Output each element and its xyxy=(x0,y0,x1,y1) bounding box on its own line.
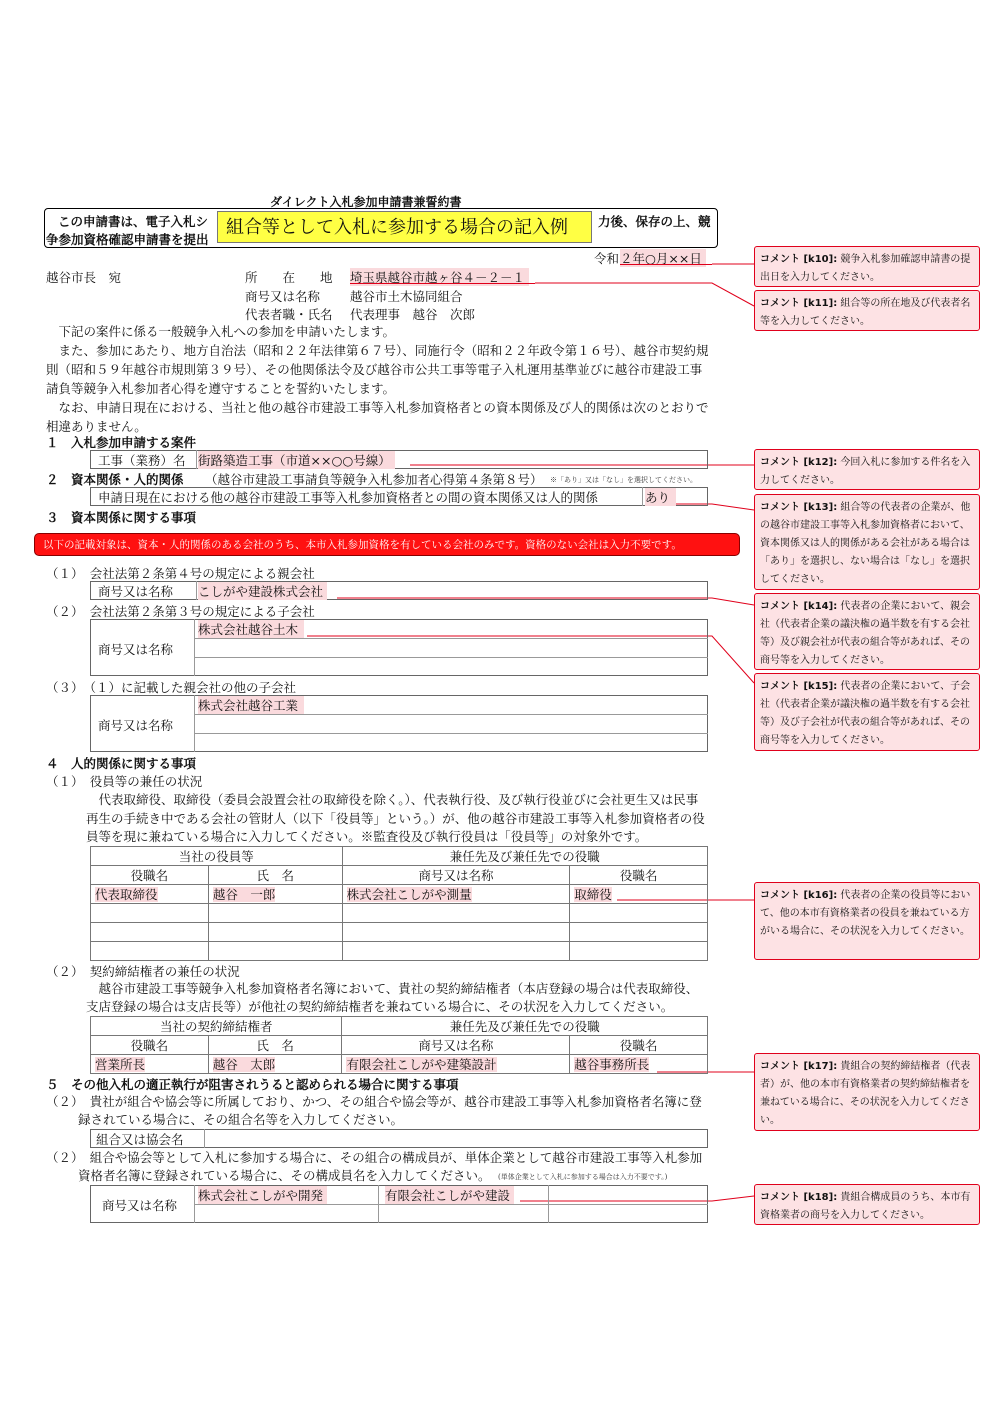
section-3-2-heading: （２） 会社法第２条第３号の規定による子会社 xyxy=(46,604,315,619)
subsidiary-box xyxy=(90,619,708,676)
comment-k13[interactable] xyxy=(754,494,980,590)
table-cell[interactable] xyxy=(208,885,342,904)
comment-text: 今回入札に参加する件名を入力してください。 xyxy=(760,457,971,486)
section-2-note: （越谷市建設工事請負等競争入札参加者心得第４条第８号） xyxy=(205,472,543,487)
officer-table xyxy=(90,846,708,961)
s4-2-text-2: 支店登録の場合は支店長等）が他社の契約締結権者を兼ねている場合に、その状況を入力してください。 xyxy=(86,999,674,1014)
comment-text: 代表者の企業において、子会社（代表者企業が議決権の過半数を有する会社等）及び子会社が代表の組合等があれば、その商号等を入力してください。 xyxy=(760,681,971,746)
table-cell[interactable] xyxy=(342,904,570,923)
comment-text: 代表者の企業の役員等において、他の本市有資格業者の役員を兼ねている方がいる場合に、その状況を入力してください。 xyxy=(760,890,971,937)
section-4-1-heading: （１） 役員等の兼任の状況 xyxy=(46,774,203,789)
parent-company-box xyxy=(90,581,708,600)
table-cell[interactable] xyxy=(91,1055,209,1074)
cell-value: 有限会社こしがや建築設計 xyxy=(346,1057,497,1072)
s5-1-text-1: （２） 貴社が組合や協会等に所属しており、かつ、その組合や協会等が、越谷市建設工事等入札参加資格者名簿に登 xyxy=(46,1094,702,1109)
comment-text: 貴組合構成員のうち、本市有資格業者の商号を入力してください。 xyxy=(760,1192,971,1221)
cell-value: 取締役 xyxy=(574,887,612,902)
address-field[interactable]: 埼玉県越谷市越ヶ谷４－２－１ xyxy=(350,268,529,286)
comment-k12[interactable] xyxy=(754,449,980,490)
col-header: 役職名 xyxy=(570,1036,708,1055)
table-row xyxy=(91,885,708,904)
other-subsidiary-box xyxy=(90,695,708,752)
col-header: 役職名 xyxy=(91,866,209,885)
col-header: 役職名 xyxy=(91,1036,209,1055)
table-row xyxy=(91,923,708,942)
relation-select[interactable]: あり xyxy=(645,488,676,506)
comment-text: 貴組合の契約締結権者（代表者）が、他の本市有資格業者の契約締結権者を兼ねている場合に、その状況を入力してください。 xyxy=(760,1061,971,1126)
member-label: 商号又は名称 xyxy=(102,1198,178,1213)
subsidiary-field-1[interactable]: 株式会社越谷土木 xyxy=(198,620,304,638)
comment-tag: コメント [k12]: xyxy=(760,457,838,468)
table-cell[interactable] xyxy=(570,885,708,904)
s5-2-text-1: （２） 組合や協会等として入札に参加する場合に、その組合の構成員が、単体企業として越谷市建設工事等入札参加 xyxy=(46,1150,703,1165)
intro-line-4: 請負等競争入札参加者心得を遵守することを誓約いたします。 xyxy=(46,381,396,396)
comment-text: 組合等の所在地及び代表者名等を入力してください。 xyxy=(760,298,971,327)
other-subsidiary-label: 商号又は名称 xyxy=(98,718,174,733)
table-cell[interactable] xyxy=(570,923,708,942)
notice-text-1b: 力後、保存の上、競 xyxy=(598,214,711,229)
s5-2-text-2: 資格者名簿に登録されている場合に、その構成員名を入力してください。 xyxy=(78,1168,491,1183)
table-row xyxy=(91,904,708,923)
representative-label: 代表者職・氏名 xyxy=(245,307,333,322)
table-header-left: 当社の役員等 xyxy=(91,847,343,866)
table-cell[interactable] xyxy=(570,904,708,923)
s4-1-text-2: 再生の手続き中である会社の管財人（以下「役員等」という。）が、他の越谷市建設工事等入札参加資格者の役 xyxy=(86,811,705,826)
section-3-3-heading: （３） （１）に記載した親会社の他の子会社 xyxy=(46,680,297,695)
comment-tag: コメント [k16]: xyxy=(760,890,838,901)
table-cell[interactable] xyxy=(570,1055,708,1074)
parent-company-label: 商号又は名称 xyxy=(98,584,174,599)
comment-tag: コメント [k18]: xyxy=(760,1192,838,1203)
table-cell[interactable] xyxy=(91,923,209,942)
col-header: 氏 名 xyxy=(208,866,342,885)
intro-line-3: 則（昭和５９年越谷市規則第３９号）、その他関係法令及び越谷市公共工事等電子入札運用基準並びに越谷市建設工事 xyxy=(46,362,703,377)
cell-value: 越谷事務所長 xyxy=(574,1057,650,1072)
table-cell[interactable] xyxy=(570,942,708,961)
col-header: 商号又は名称 xyxy=(342,866,570,885)
cell-value: 越谷 一郎 xyxy=(212,887,276,902)
cell-value: 株式会社こしがや測量 xyxy=(346,887,472,902)
comment-text: 代表者の企業において、親会社（代表者企業の議決権の過半数を有する会社等）及び親会社が代表の組合等があれば、その商号等を入力してください。 xyxy=(760,601,971,666)
s4-1-text-1: 代表取締役、取締役（委員会設置会社の取締役を除く。）、代表執行役、及び執行役並びに会社更生又は民事 xyxy=(86,792,699,807)
intro-line-5: なお、申請日現在における、当社と他の越谷市建設工事等入札参加資格者との資本関係及び人的関係は次のとおりで xyxy=(46,400,709,415)
s5-2-small-note: (単体企業として入札に参加する場合は入力不要です。) xyxy=(498,1173,668,1181)
association-label: 組合又は協会名 xyxy=(96,1132,184,1147)
section-5-heading: ５ その他入札の適正執行が阻害されうると認められる場合に関する事項 xyxy=(46,1077,459,1092)
member-field-2[interactable]: 有限会社こしがや建設 xyxy=(385,1186,514,1204)
notice-text-2: 争参加資格確認申請書を提出 xyxy=(46,232,209,247)
other-subsidiary-field-1[interactable]: 株式会社越谷工業 xyxy=(198,696,304,714)
section-1-heading: １ 入札参加申請する案件 xyxy=(46,435,197,450)
section-3-1-heading: （１） 会社法第２条第４号の規定による親会社 xyxy=(46,566,315,581)
table-row xyxy=(91,1036,708,1055)
comment-k14[interactable] xyxy=(754,593,980,670)
member-field-1[interactable]: 株式会社こしがや開発 xyxy=(198,1186,327,1204)
representative-field[interactable]: 代表理事 越谷 次郎 xyxy=(350,307,476,322)
section-4-2-heading: （２） 契約締結権者の兼任の状況 xyxy=(46,964,240,979)
table-cell[interactable] xyxy=(342,942,570,961)
company-field[interactable]: 越谷市土木協同組合 xyxy=(350,289,463,304)
s4-1-text-3: 員等を現に兼ねている場合に入力してください。※監査役及び執行役員は「役員等」の対象外です。 xyxy=(86,829,648,844)
col-header: 商号又は名称 xyxy=(342,1036,570,1055)
table-header-right: 兼任先及び兼任先での役職 xyxy=(342,1017,708,1036)
comment-k11[interactable] xyxy=(754,290,980,331)
comment-text: 組合等の代表者の企業が、他の越谷市建設工事等入札参加資格者において、資本関係又は人的関係がある会社がある場合は「あり」を選択し、ない場合は「なし」を選択してください。 xyxy=(760,502,971,585)
comment-k18[interactable] xyxy=(754,1184,980,1225)
table-cell[interactable] xyxy=(208,1055,342,1074)
warning-banner: 以下の記載対象は、資本・人的関係のある会社のうち、本市入札参加資格を有している会社のみです。資格のない会社は入力不要です。 xyxy=(34,533,740,556)
comment-tag: コメント [k13]: xyxy=(760,502,838,513)
contract-signer-table xyxy=(90,1016,708,1074)
intro-line-6: 相違ありません。 xyxy=(46,419,147,434)
document-title: ダイレクト入札参加申請書兼誓約書 xyxy=(270,195,462,209)
table-cell[interactable] xyxy=(91,904,209,923)
comment-tag: コメント [k17]: xyxy=(760,1061,838,1072)
subsidiary-label: 商号又は名称 xyxy=(98,642,174,657)
cell-value: 営業所長 xyxy=(95,1057,146,1072)
comment-tag: コメント [k10]: xyxy=(760,254,838,265)
table-row xyxy=(91,847,708,866)
section-2-small-note: ※「あり」又は「なし」を選択してください。 xyxy=(550,476,697,484)
table-cell[interactable] xyxy=(91,942,209,961)
table-cell[interactable] xyxy=(208,923,342,942)
s5-1-text-2: 録されている場合に、その組合名等を入力してください。 xyxy=(78,1112,404,1127)
table-cell[interactable] xyxy=(342,1055,570,1074)
relation-label: 申請日現在における他の越谷市建設工事等入札参加資格者との間の資本関係又は人的関係 xyxy=(98,490,599,505)
company-label: 商号又は名称 xyxy=(245,289,321,304)
parent-company-field[interactable]: こしがや建設株式会社 xyxy=(198,582,327,600)
table-cell[interactable] xyxy=(91,885,209,904)
table-cell[interactable] xyxy=(208,942,342,961)
table-cell[interactable] xyxy=(342,885,570,904)
comment-tag: コメント [k14]: xyxy=(760,601,838,612)
comment-k10[interactable] xyxy=(754,246,980,287)
table-row xyxy=(91,1017,708,1036)
comment-tag: コメント [k11]: xyxy=(760,298,838,309)
example-banner: 組合等として入札に参加する場合の記入例 xyxy=(217,211,592,243)
col-header: 氏 名 xyxy=(208,1036,342,1055)
comment-text: 競争入札参加確認申請書の提出日を入力してください。 xyxy=(760,254,971,283)
date-prefix: 令和 xyxy=(594,251,620,266)
notice-text-1: この申請書は、電子入札シ xyxy=(58,214,209,229)
table-cell[interactable] xyxy=(208,904,342,923)
project-name-label: 工事（業務）名 xyxy=(98,453,186,468)
table-header-left: 当社の契約締結権者 xyxy=(91,1017,342,1036)
comment-k17[interactable] xyxy=(754,1053,980,1131)
intro-line-2: また、参加にあたり、地方自治法（昭和２２年法律第６７号）、同施行令（昭和２２年政令第１６号）、越谷市契約規 xyxy=(46,343,709,358)
cell-value: 越谷 太郎 xyxy=(212,1057,276,1072)
col-header: 役職名 xyxy=(570,866,708,885)
table-row xyxy=(91,1055,708,1074)
date-field[interactable]: ２年○月××日 xyxy=(620,249,706,267)
comment-k15[interactable] xyxy=(754,673,980,751)
table-cell[interactable] xyxy=(342,923,570,942)
addressee: 越谷市長 宛 xyxy=(46,270,122,285)
comment-tag: コメント [k15]: xyxy=(760,681,838,692)
section-3-heading: ３ 資本関係に関する事項 xyxy=(46,510,197,525)
section-4-heading: ４ 人的関係に関する事項 xyxy=(46,756,197,771)
s4-2-text-1: 越谷市建設工事等競争入札参加資格者名簿において、貴社の契約締結権者（本店登録の場合は代表取締役、 xyxy=(86,981,699,996)
cell-value: 代表取締役 xyxy=(95,887,158,902)
table-row xyxy=(91,942,708,961)
intro-line-1: 下記の案件に係る一般競争入札への参加を申請いたします。 xyxy=(46,324,396,339)
project-name-field[interactable]: 街路築造工事（市道××○○号線） xyxy=(198,451,395,469)
table-header-right: 兼任先及び兼任先での役職 xyxy=(342,847,707,866)
section-2-heading: ２ 資本関係・人的関係 xyxy=(46,472,184,487)
table-row xyxy=(91,866,708,885)
address-label: 所 在 地 xyxy=(245,270,333,285)
comment-k16[interactable] xyxy=(754,882,980,960)
